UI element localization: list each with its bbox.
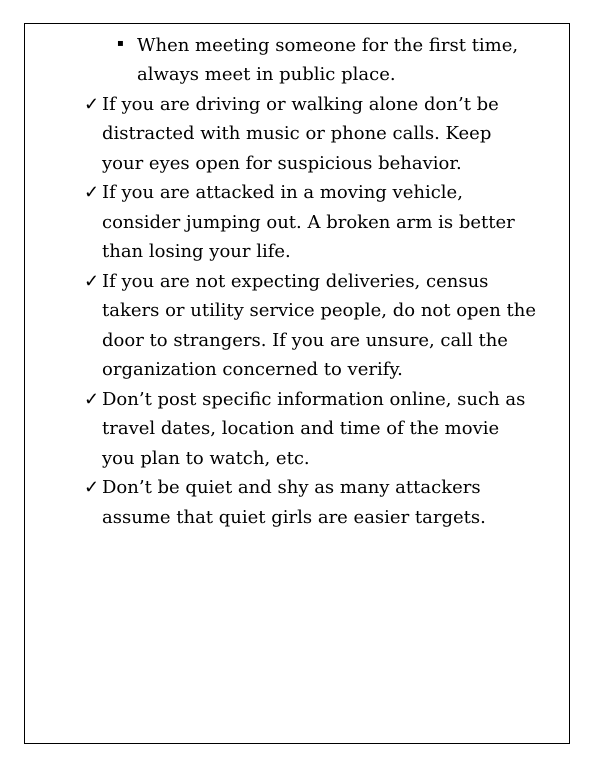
- list-item-line: than losing your life.: [102, 241, 291, 262]
- list-item-line: Don’t be quiet and shy as many attackers: [102, 477, 481, 498]
- list-item-line: your eyes open for suspicious behavior.: [102, 153, 462, 174]
- list-item-line: takers or utility service people, do not open the: [102, 300, 537, 321]
- sub-item-line: When meeting someone for the first time,: [137, 35, 519, 56]
- list-item-line: Don’t post specific information online, such as: [102, 389, 526, 410]
- sub-item-line: always meet in public place.: [137, 64, 396, 85]
- checkmark-icon: ✓: [84, 477, 100, 498]
- list-item-line: If you are driving or walking alone don’t be: [102, 94, 499, 115]
- list-item-line: organization concerned to verify.: [102, 359, 403, 380]
- list-item-line: If you are not expecting deliveries, census: [102, 271, 489, 292]
- list-item-line: assume that quiet girls are easier targets.: [102, 507, 486, 528]
- checkmark-icon: ✓: [84, 271, 100, 292]
- list-item-line: you plan to watch, etc.: [102, 448, 310, 469]
- list-item-line: distracted with music or phone calls. Keep: [102, 123, 492, 144]
- checkmark-icon: ✓: [84, 389, 100, 410]
- checkmark-icon: ✓: [84, 182, 100, 203]
- list-item-line: If you are attacked in a moving vehicle,: [102, 182, 463, 203]
- list-item-line: consider jumping out. A broken arm is better: [102, 212, 515, 233]
- square-bullet-icon: ▪: [117, 38, 124, 49]
- list-item-line: travel dates, location and time of the movie: [102, 418, 500, 439]
- checkmark-icon: ✓: [84, 94, 100, 115]
- list-item-line: door to strangers. If you are unsure, call the: [102, 330, 508, 351]
